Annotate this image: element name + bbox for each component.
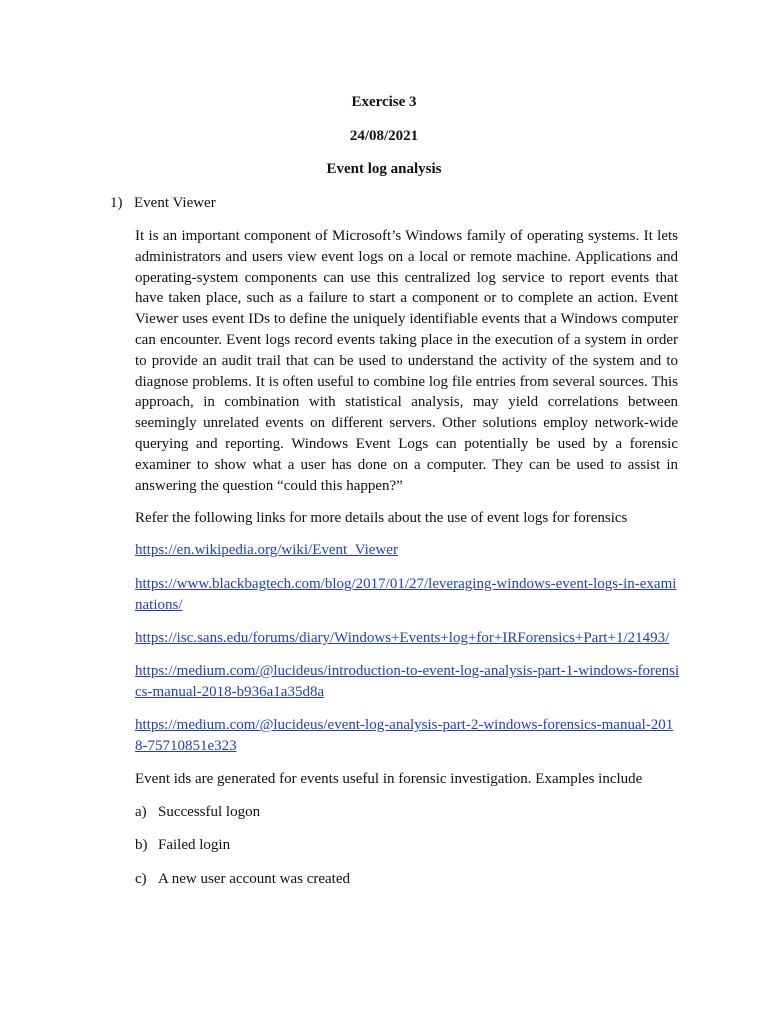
exercise-subject: Event log analysis [326,161,442,177]
list-marker: b) [135,837,148,853]
link-blackbagtech[interactable]: https://www.blackbagtech.com/blog/2017/01/27/leveraging-windows-event-logs-in-examinations/ [135,576,677,613]
list-item-text: Successful logon [158,804,261,820]
list-item-text: Failed login [158,837,231,853]
refer-paragraph: Refer the following links for more details about the use of event logs for forensics [135,510,628,526]
link-medium-part-2[interactable]: https://medium.com/@lucideus/event-log-analysis-part-2-windows-forensics-manual-2018-75710851e323 [135,717,674,754]
section-title: Event Viewer [134,195,216,211]
intro-paragraph: It is an important component of Microsoft’s Windows family of operating systems. It lets administrators and users view event logs on a local or remote machine. Applications and operating-system components can use this centralized log service to report events that have taken place, such as a failure to start a component or to complete an action. Event Viewer uses event IDs to define the uniquely identifiable events that a Windows computer can encounter. Event logs record events taking place in the execution of a system in order to provide an audit trail that can be used to understand the activity of the system and to diagnose problems. It is often useful to combine log file entries from several sources. This approach, in combination with statistical analysis, may yield correlations between seemingly unrelated events on different servers. Other solutions employ network-wide querying and reporting. Windows Event Logs can potentially be used by a forensic examiner to show what a user has done on a computer. They can be used to assist in answering the question “could this happen?” [135,228,678,494]
list-item [135,803,260,821]
list-marker: c) [135,871,147,887]
examples-intro: Event ids are generated for events useful in forensic investigation. Examples include [135,771,643,787]
list-marker: a) [135,804,147,820]
list-item [135,836,230,854]
exercise-date: 24/08/2021 [349,128,419,144]
list-item [135,870,350,888]
section-number: 1) [110,195,123,211]
section-heading [110,194,216,212]
list-item-text: A new user account was created [158,871,350,887]
link-isc-sans[interactable]: https://isc.sans.edu/forums/diary/Windows+Events+log+for+IRForensics+Part+1/21493/ [135,630,670,646]
link-wikipedia-event-viewer[interactable]: https://en.wikipedia.org/wiki/Event_Viewer [135,542,398,558]
exercise-title: Exercise 3 [351,94,417,110]
link-medium-part-1[interactable]: https://medium.com/@lucideus/introduction-to-event-log-analysis-part-1-windows-forensics-manual-2018-b936a1a35d8a [135,663,680,700]
